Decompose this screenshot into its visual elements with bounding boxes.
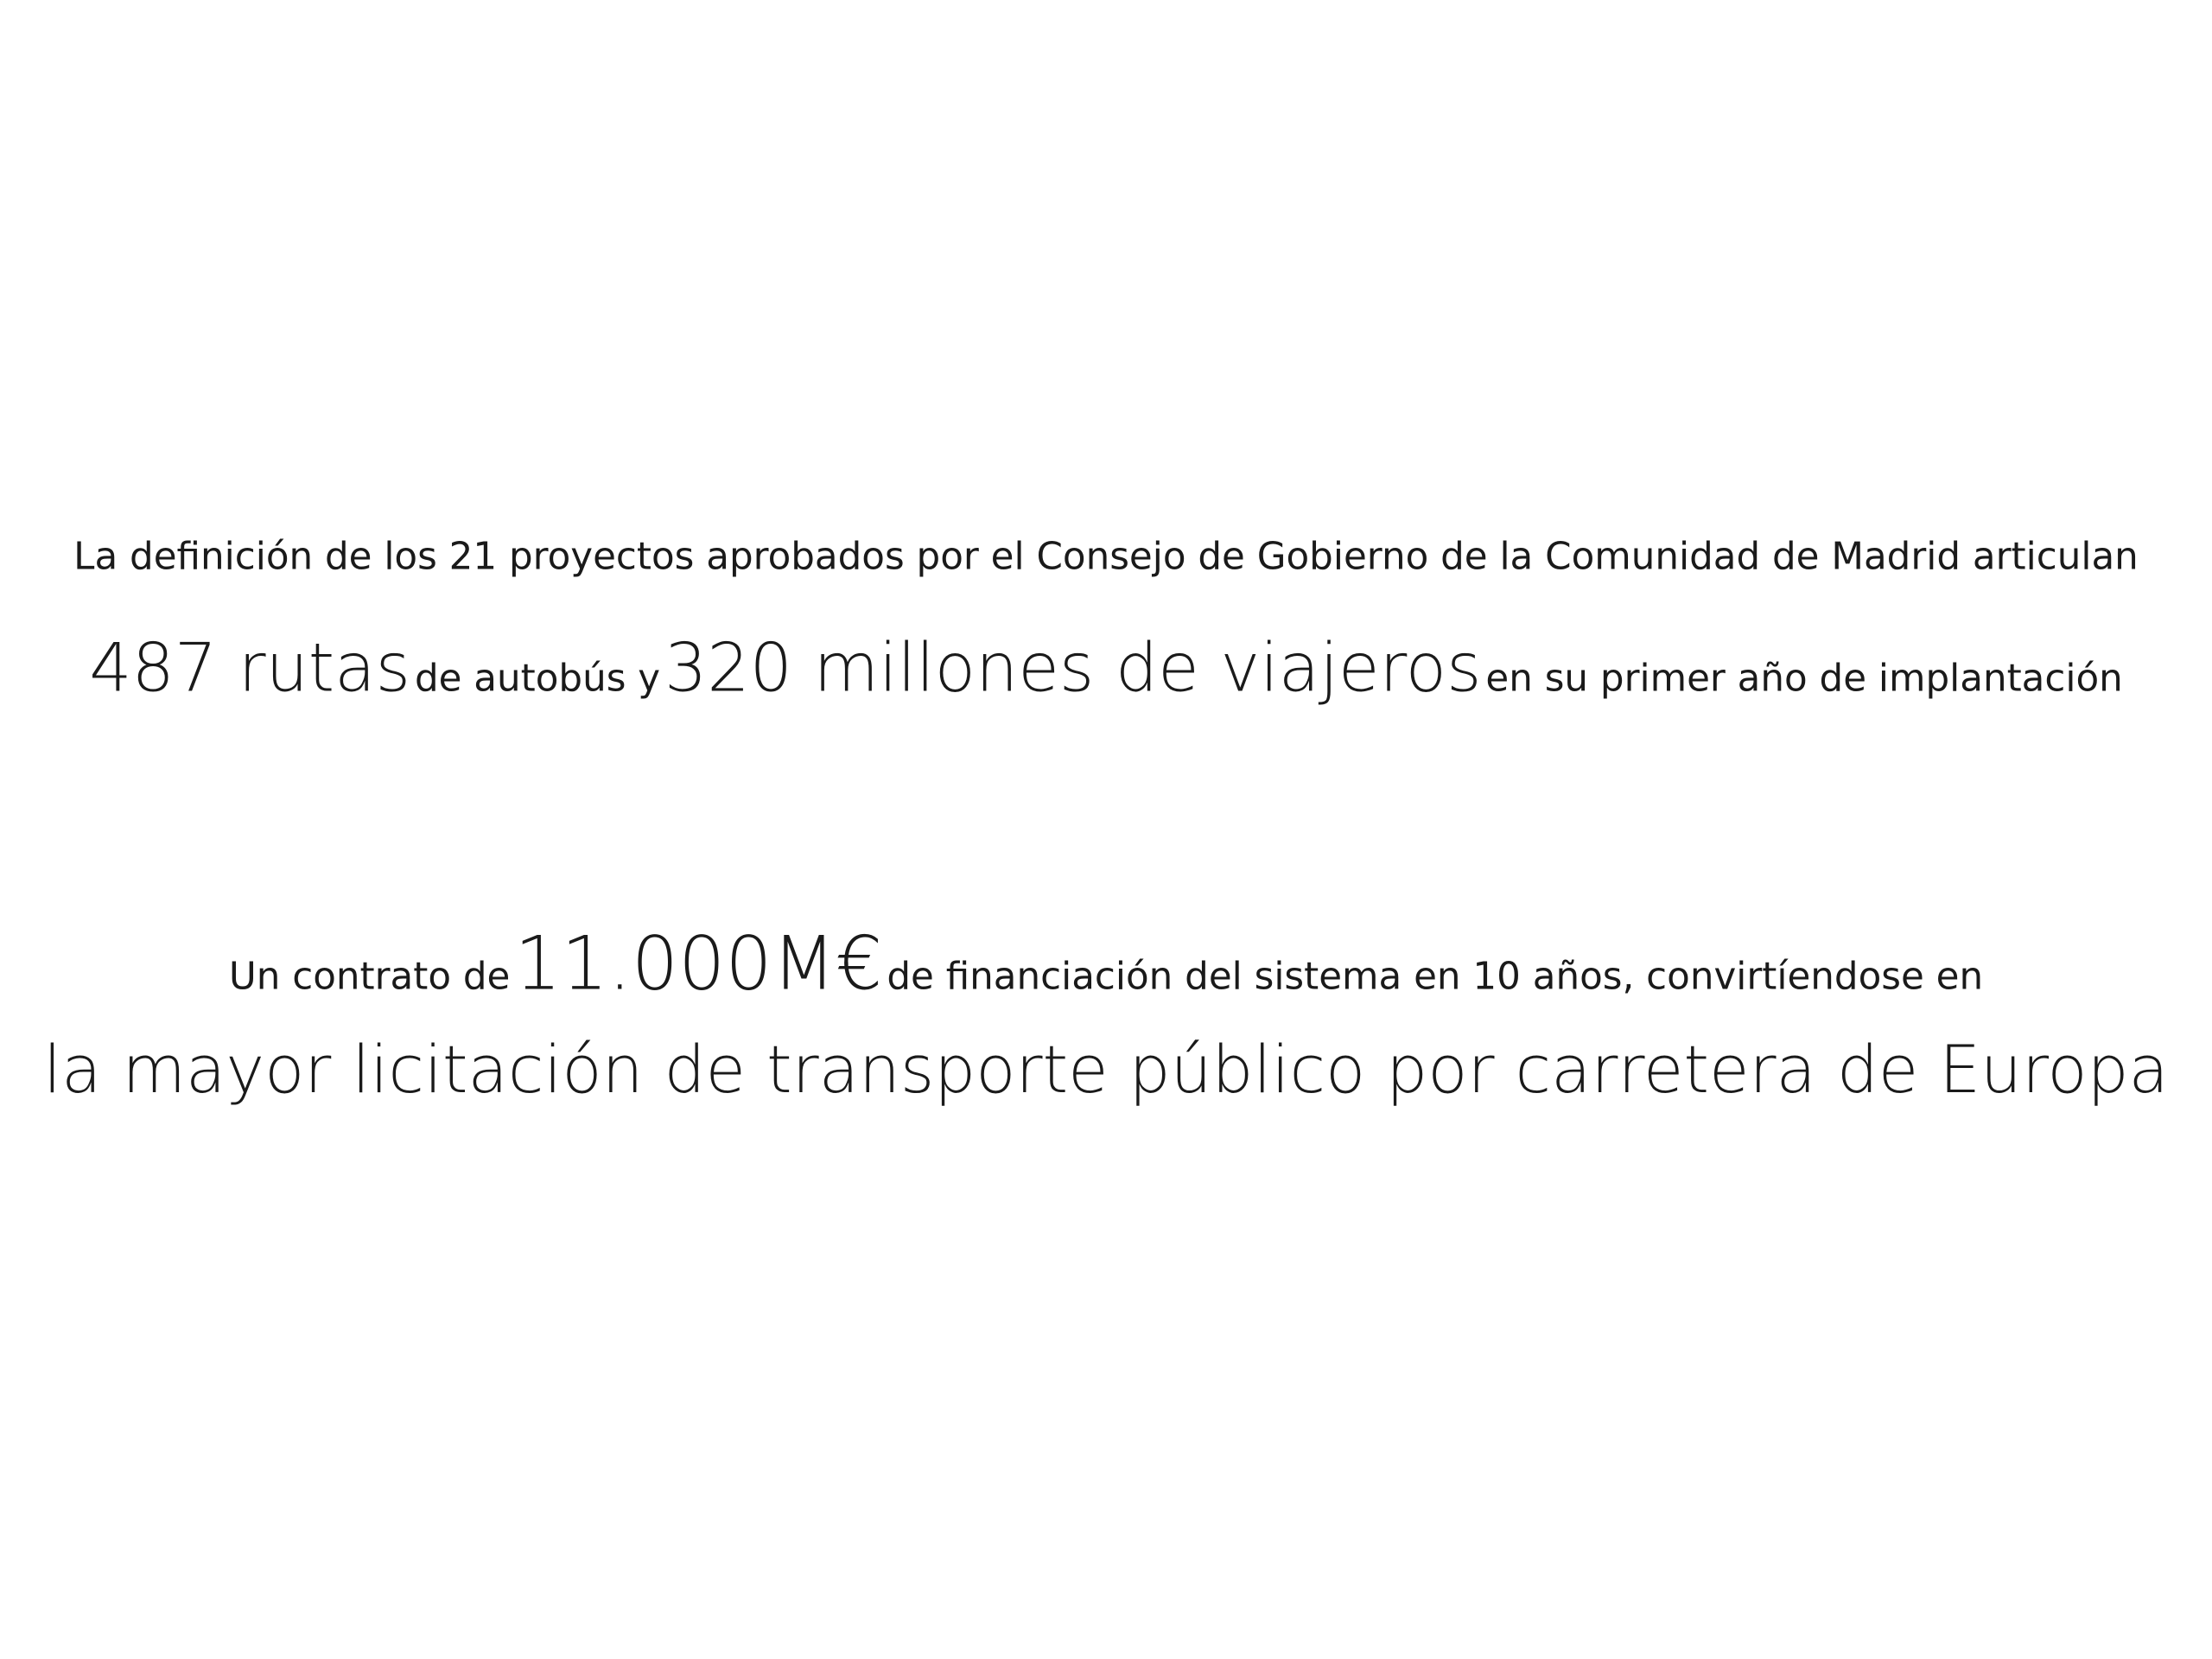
headline-line: [35, 1033, 2177, 1108]
intro-line: [35, 534, 2177, 578]
routes-highlight: 487 rutas: [89, 629, 411, 708]
travelers-highlight: 320 millones de viajeros: [664, 629, 1482, 708]
contract-prefix: Un contrato de: [228, 953, 511, 999]
contract-suffix: de financiación del sistema en 10 años, convirtíendose en: [887, 953, 1984, 999]
headline-text: la mayor licitación de transporte público por carretera de Europa: [43, 1033, 2169, 1109]
contract-amount: 11.000M€: [514, 920, 883, 1007]
routes-travelers-line: [35, 629, 2177, 707]
routes-suffix: de autobús y: [414, 656, 661, 701]
travelers-suffix: en su primer año de implantación: [1485, 656, 2123, 701]
contract-line: [35, 920, 2177, 1007]
intro-text: La definición de los 21 proyectos aprobados por el Consejo de Gobierno de la Comunidad de Madrid articulan: [73, 534, 2139, 579]
